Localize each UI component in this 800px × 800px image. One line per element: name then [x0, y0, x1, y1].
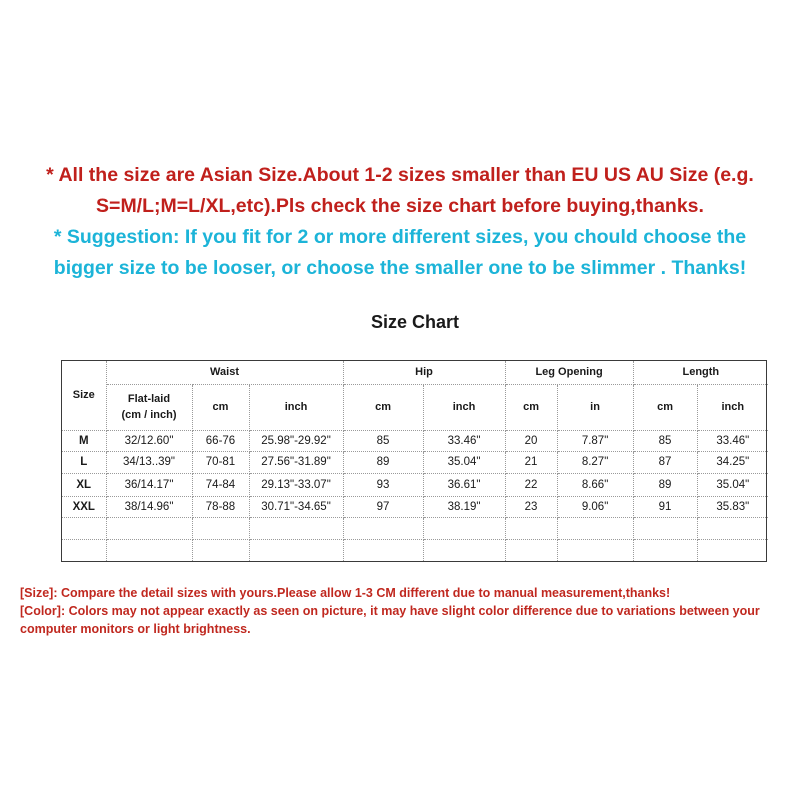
- size-cell: M: [62, 430, 106, 451]
- hip-cm-cell: 97: [343, 496, 423, 517]
- flat-laid-cell: 36/14.17": [106, 473, 192, 496]
- size-header: Size: [62, 361, 106, 430]
- flat-laid-label: Flat-laid: [127, 393, 171, 405]
- waist-inch-cell: 30.71"-34.65": [249, 496, 343, 517]
- size-measurement-note: [Size]: Compare the detail sizes with yours.Please allow 1-3 CM different due to manual measurement,thanks!: [20, 586, 671, 600]
- length-inch-cell: 33.46": [697, 430, 768, 451]
- length-inch-cell: 34.25": [697, 451, 768, 473]
- leg-cm-cell: 21: [505, 451, 557, 473]
- leg-cm-cell: 22: [505, 473, 557, 496]
- empty-table-row: [62, 539, 768, 561]
- length-cm-cell: 85: [633, 430, 697, 451]
- size-cell: L: [62, 451, 106, 473]
- table-row: [62, 496, 768, 517]
- hip-inch-cell: 38.19": [423, 496, 505, 517]
- waist-cm-cell: 70-81: [192, 451, 249, 473]
- leg-in-cell: 8.66": [557, 473, 633, 496]
- waist-cm-cell: 78-88: [192, 496, 249, 517]
- hip-inch-cell: 35.04": [423, 451, 505, 473]
- leg-in-header: in: [557, 384, 633, 430]
- flat-laid-cell: 38/14.96": [106, 496, 192, 517]
- hip-inch-cell: 36.61": [423, 473, 505, 496]
- length-inch-cell: 35.83": [697, 496, 768, 517]
- waist-cm-cell: 74-84: [192, 473, 249, 496]
- group-header-row: [62, 361, 768, 384]
- size-cell: XXL: [62, 496, 106, 517]
- size-suggestion-line-2: bigger size to be looser, or choose the smaller one to be slimmer . Thanks!: [53, 257, 747, 279]
- color-difference-note: [Color]: Colors may not appear exactly as seen on picture, it may have slight color difference due to variations between your computer monitors or light brightness.: [20, 604, 760, 636]
- hip-inch-cell: 33.46": [423, 430, 505, 451]
- asian-size-notice-line-1: * All the size are Asian Size.About 1-2 sizes smaller than EU US AU Size (e.g.: [46, 164, 754, 186]
- empty-table-row: [62, 517, 768, 539]
- leg-in-cell: 8.27": [557, 451, 633, 473]
- size-chart-table: [61, 360, 767, 562]
- size-suggestion-line-1: * Suggestion: If you fit for 2 or more different sizes, you chould choose the: [53, 226, 747, 248]
- table-row: [62, 473, 768, 496]
- waist-cm-cell: 66-76: [192, 430, 249, 451]
- leg-in-cell: 7.87": [557, 430, 633, 451]
- unit-header-row: [62, 384, 768, 430]
- length-cm-cell: 87: [633, 451, 697, 473]
- hip-header: Hip: [343, 361, 505, 384]
- hip-cm-cell: 89: [343, 451, 423, 473]
- length-cm-cell: 89: [633, 473, 697, 496]
- waist-cm-header: cm: [192, 384, 249, 430]
- flat-laid-unit: (cm / inch): [121, 409, 177, 421]
- length-inch-cell: 35.04": [697, 473, 768, 496]
- size-cell: XL: [62, 473, 106, 496]
- length-header: Length: [633, 361, 768, 384]
- waist-inch-cell: 29.13"-33.07": [249, 473, 343, 496]
- waist-inch-cell: 27.56"-31.89": [249, 451, 343, 473]
- leg-cm-cell: 23: [505, 496, 557, 517]
- flat-laid-cell: 32/12.60": [106, 430, 192, 451]
- flat-laid-cell: 34/13..39": [106, 451, 192, 473]
- leg-opening-header: Leg Opening: [505, 361, 633, 384]
- waist-header: Waist: [106, 361, 343, 384]
- waist-inch-header: inch: [249, 384, 343, 430]
- hip-cm-cell: 93: [343, 473, 423, 496]
- asian-size-notice: [0, 160, 800, 222]
- waist-inch-cell: 25.98"-29.92": [249, 430, 343, 451]
- length-cm-cell: 91: [633, 496, 697, 517]
- leg-cm-cell: 20: [505, 430, 557, 451]
- size-chart-title: Size Chart: [370, 312, 460, 332]
- leg-in-cell: 9.06": [557, 496, 633, 517]
- size-suggestion-notice: [0, 222, 800, 284]
- hip-cm-header: cm: [343, 384, 423, 430]
- asian-size-notice-line-2: S=M/L;M=L/XL,etc).Pls check the size chart before buying,thanks.: [96, 195, 704, 217]
- leg-cm-header: cm: [505, 384, 557, 430]
- length-cm-header: cm: [633, 384, 697, 430]
- table-row: [62, 451, 768, 473]
- flat-laid-header: [106, 384, 192, 430]
- table-row: [62, 430, 768, 451]
- hip-inch-header: inch: [423, 384, 505, 430]
- hip-cm-cell: 85: [343, 430, 423, 451]
- length-inch-header: inch: [697, 384, 768, 430]
